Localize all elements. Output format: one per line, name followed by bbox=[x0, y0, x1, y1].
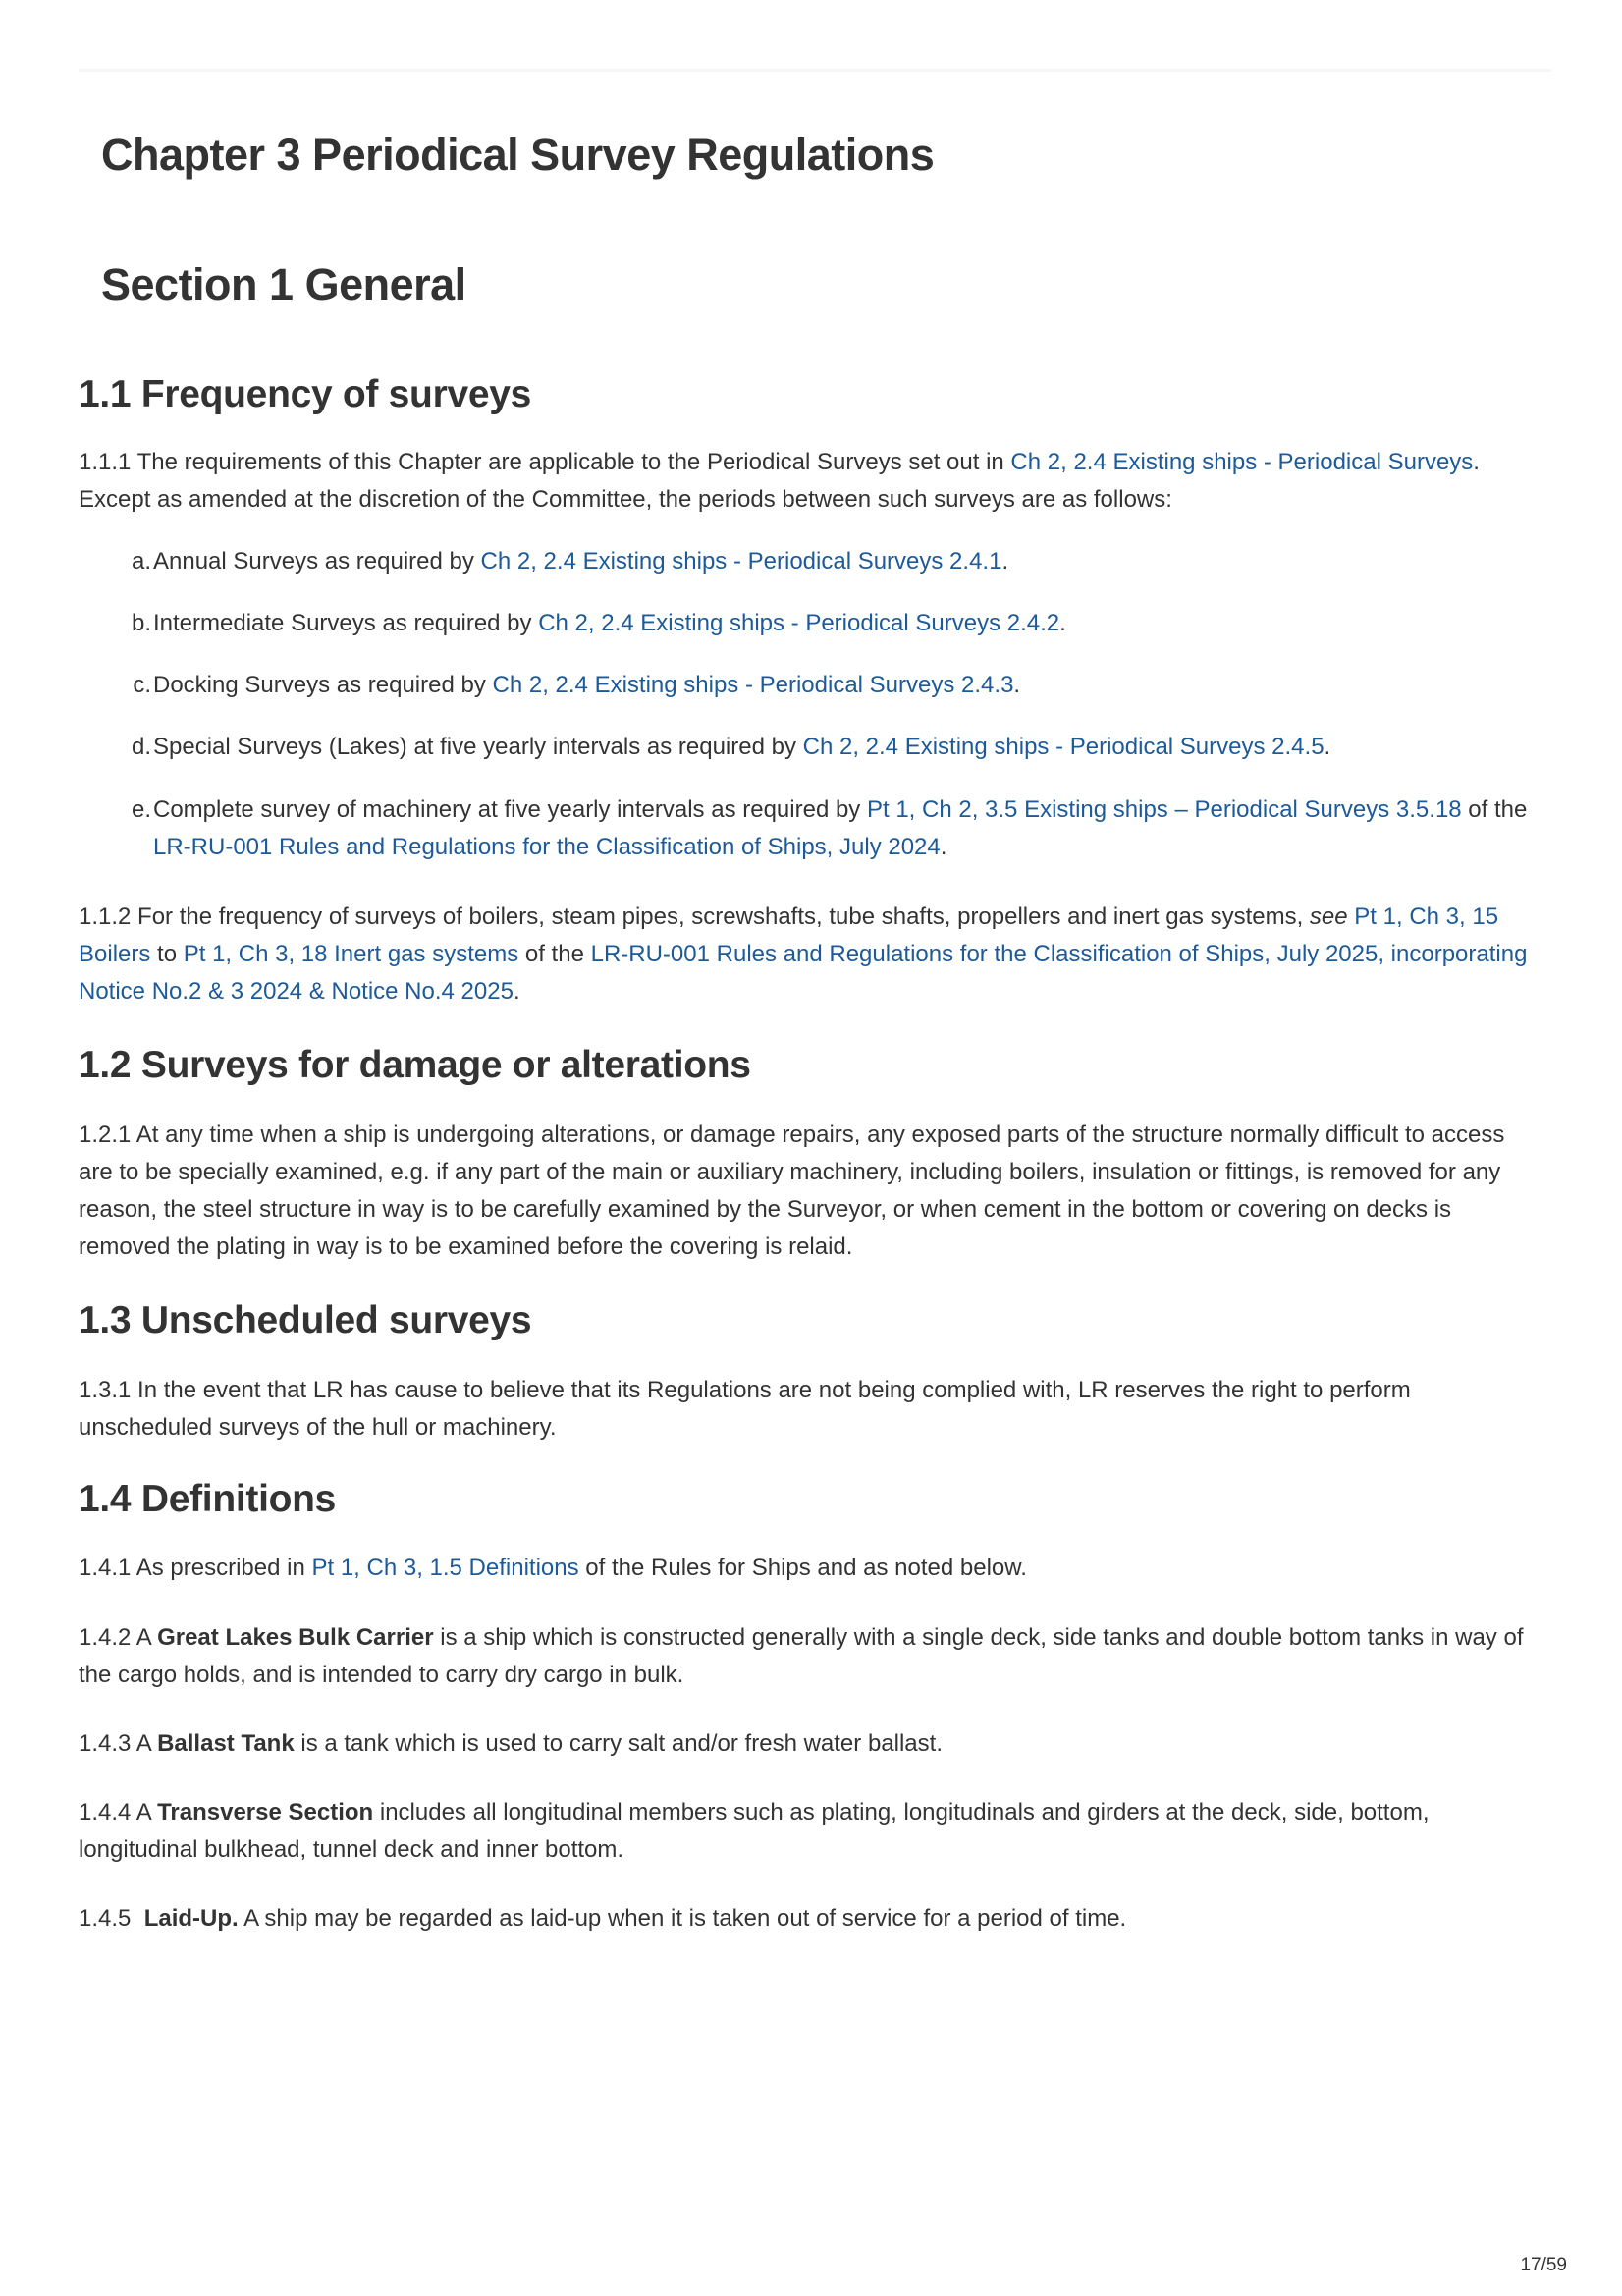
term-great-lakes-bulk-carrier: Great Lakes Bulk Carrier bbox=[157, 1624, 434, 1651]
paragraph-1-1-2 bbox=[79, 899, 1541, 1011]
text: to bbox=[150, 941, 184, 967]
text: . bbox=[940, 834, 947, 860]
paragraph-1-4-1 bbox=[79, 1550, 1541, 1587]
paragraph-1-1-1 bbox=[79, 444, 1541, 519]
link-pt1-ch3-15-boilers[interactable]: Pt 1, Ch 3, 15 Boilers bbox=[79, 903, 1499, 967]
list-marker: a. bbox=[131, 548, 151, 574]
text: of the bbox=[518, 941, 591, 967]
text: . bbox=[1013, 672, 1021, 698]
link-ch2-2-4[interactable]: Ch 2, 2.4 Existing ships - Periodical Surveys bbox=[1010, 449, 1474, 475]
page-top-rule bbox=[79, 69, 1551, 72]
link-2-4-3[interactable]: Ch 2, 2.4 Existing ships - Periodical Surveys 2.4.3 bbox=[492, 672, 1014, 698]
paragraph-1-3-1: 1.3.1 In the event that LR has cause to believe that its Regulations are not being complied with, LR reserves the right to perform unscheduled surveys of the hull or machinery. bbox=[79, 1377, 1411, 1441]
heading-1-2: 1.2 Surveys for damage or alterations bbox=[79, 1044, 751, 1086]
text: is a ship which is constructed generally with a single deck, side tanks and double bottom tanks in way of the cargo holds, and is intended to carry dry cargo in bulk. bbox=[79, 1624, 1524, 1688]
text: is a tank which is used to carry salt and/or fresh water ballast. bbox=[294, 1730, 943, 1757]
text: . Except as amended at the discretion of the Committee, the periods between such surveys are as follows: bbox=[79, 449, 1480, 513]
list-marker: b. bbox=[131, 610, 151, 636]
text: includes all longitudinal members such as plating, longitudinals and girders at the deck, side, bottom, longitudinal bulkhead, tunnel deck and inner bottom. bbox=[79, 1799, 1430, 1863]
text: A ship may be regarded as laid-up when it is taken out of service for a period of time. bbox=[238, 1905, 1127, 1932]
list-text bbox=[153, 792, 1541, 866]
link-3-5-18[interactable]: Pt 1, Ch 2, 3.5 Existing ships – Periodical Surveys 3.5.18 bbox=[866, 796, 1462, 823]
paragraph-1-4-5 bbox=[79, 1900, 1541, 1938]
paragraph-1-4-3 bbox=[79, 1725, 1541, 1763]
term-transverse-section: Transverse Section bbox=[157, 1799, 374, 1826]
emphasis-see: see bbox=[1309, 903, 1348, 930]
link-2-4-2[interactable]: Ch 2, 2.4 Existing ships - Periodical Surveys 2.4.2 bbox=[538, 610, 1060, 636]
text: 1.1.1 The requirements of this Chapter are applicable to the Periodical Surveys set out in bbox=[79, 449, 1011, 475]
list-marker: e. bbox=[131, 796, 151, 823]
text: . bbox=[513, 978, 520, 1005]
link-lr-ru-001-2024[interactable]: LR-RU-001 Rules and Regulations for the Classification of Ships, July 2024 bbox=[153, 834, 941, 860]
list-text bbox=[153, 667, 1541, 704]
link-pt1-ch3-18-inert-gas[interactable]: Pt 1, Ch 3, 18 Inert gas systems bbox=[183, 941, 519, 967]
heading-1-3: 1.3 Unscheduled surveys bbox=[79, 1299, 532, 1341]
text: . bbox=[1001, 548, 1009, 574]
text: 1.4.2 A bbox=[79, 1624, 158, 1651]
text: . bbox=[1059, 610, 1066, 636]
term-ballast-tank: Ballast Tank bbox=[157, 1730, 295, 1757]
text: of the Rules for Ships and as noted below. bbox=[578, 1555, 1027, 1581]
chapter-title: Chapter 3 Periodical Survey Regulations bbox=[101, 130, 935, 180]
link-2-4-1[interactable]: Ch 2, 2.4 Existing ships - Periodical Surveys 2.4.1 bbox=[480, 548, 1002, 574]
list-text bbox=[153, 605, 1541, 642]
text: Docking Surveys as required by bbox=[153, 672, 493, 698]
link-2-4-5[interactable]: Ch 2, 2.4 Existing ships - Periodical Surveys 2.4.5 bbox=[802, 734, 1325, 760]
list-marker: d. bbox=[131, 734, 151, 760]
link-lr-ru-001-2025[interactable]: LR-RU-001 Rules and Regulations for the Classification of Ships, July 2025, incorporating Notice No.2 & 3 2024 & Notice No.4 2025 bbox=[79, 941, 1528, 1005]
list-marker: c. bbox=[133, 672, 151, 698]
paragraph-1-2-1: 1.2.1 At any time when a ship is undergoing alterations, or damage repairs, any exposed parts of the structure normally difficult to access are to be specially examined, e.g. if any part of the main or auxiliary machinery, including boilers, insulation or fittings, is removed for any reason, the steel structure in way is to be carefully examined by the Surveyor, or when cement in the bottom or covering on decks is removed the plating in way is to be examined before the covering is relaid. bbox=[79, 1121, 1505, 1260]
text: 1.4.5 bbox=[79, 1905, 144, 1932]
text: 1.4.4 A bbox=[79, 1799, 158, 1826]
text: 1.4.1 As prescribed in bbox=[79, 1555, 312, 1581]
text: Intermediate Surveys as required by bbox=[153, 610, 539, 636]
text: 1.1.2 For the frequency of surveys of boilers, steam pipes, screwshafts, tube shafts, propellers and inert gas systems, bbox=[79, 903, 1310, 930]
section-title: Section 1 General bbox=[101, 259, 466, 309]
page-number: 17/59 bbox=[1520, 2255, 1567, 2275]
link-pt1-ch3-1-5-definitions[interactable]: Pt 1, Ch 3, 1.5 Definitions bbox=[311, 1555, 579, 1581]
text: Complete survey of machinery at five yearly intervals as required by bbox=[153, 796, 867, 823]
term-laid-up: Laid-Up. bbox=[143, 1905, 239, 1932]
text: of the bbox=[1461, 796, 1528, 823]
list-text bbox=[153, 729, 1541, 766]
paragraph-1-4-4 bbox=[79, 1794, 1541, 1869]
text: . bbox=[1324, 734, 1331, 760]
text: 1.4.3 A bbox=[79, 1730, 158, 1757]
list-text bbox=[153, 543, 1541, 580]
heading-1-1: 1.1 Frequency of surveys bbox=[79, 373, 532, 415]
heading-1-4: 1.4 Definitions bbox=[79, 1478, 337, 1520]
text: Annual Surveys as required by bbox=[153, 548, 481, 574]
text: Special Surveys (Lakes) at five yearly intervals as required by bbox=[153, 734, 803, 760]
paragraph-1-4-2 bbox=[79, 1619, 1541, 1694]
